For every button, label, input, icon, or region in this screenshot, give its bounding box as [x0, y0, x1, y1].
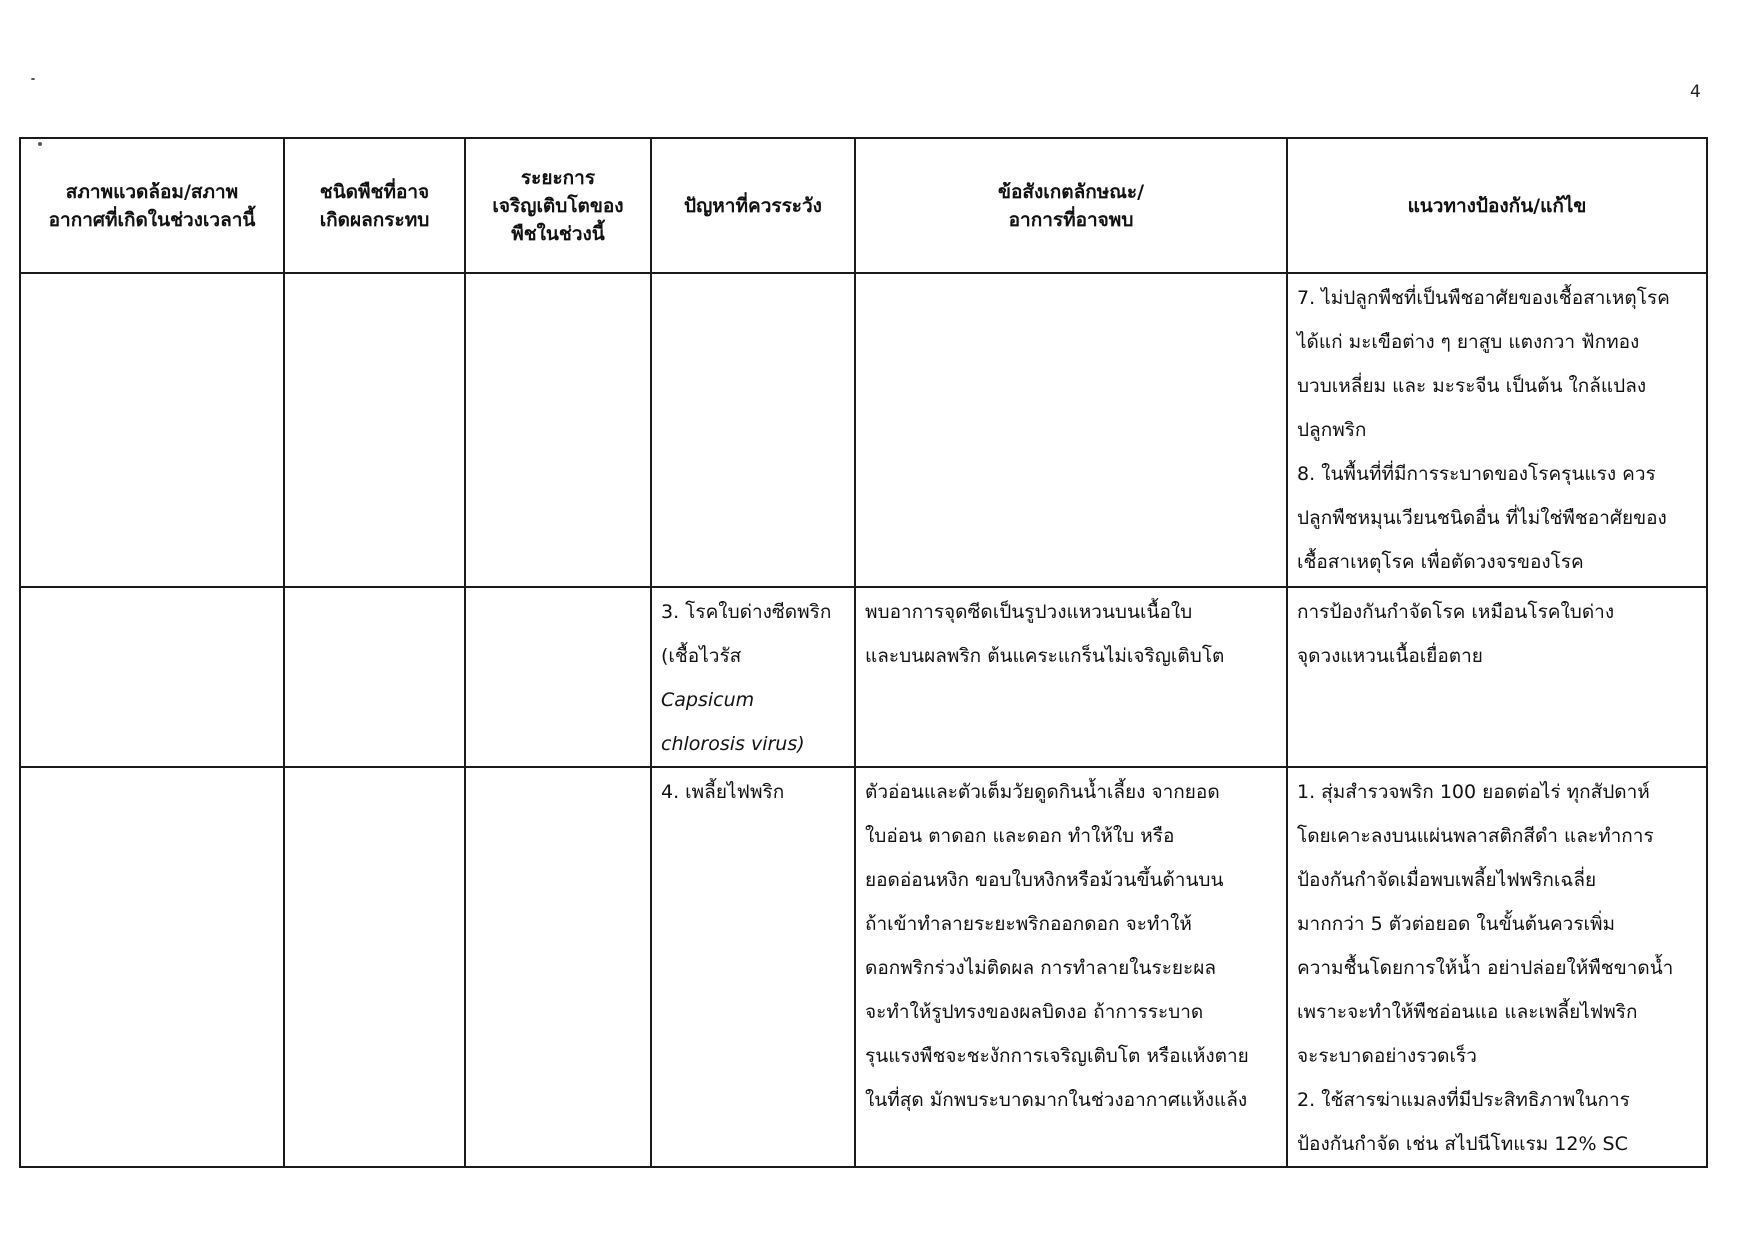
header-prevention: แนวทางป้องกัน/แก้ไข	[1287, 138, 1707, 273]
cell-problem: 3. โรคใบด่างซีดพริก (เชื้อไวรัส Capsicum chlorosis virus)	[651, 587, 855, 767]
scan-speck	[31, 78, 35, 80]
cell-growth-stage	[465, 587, 651, 767]
cell-environment	[20, 767, 284, 1167]
header-crop-type: ชนิดพืชที่อาจ เกิดผลกระทบ	[284, 138, 465, 273]
cell-growth-stage	[465, 767, 651, 1167]
cell-symptoms: พบอาการจุดซีดเป็นรูปวงแหวนบนเนื้อใบ และบนผลพริก ต้นแคระแกร็นไม่เจริญเติบโต	[855, 587, 1287, 767]
cell-prevention: 1. สุ่มสำรวจพริก 100 ยอดต่อไร่ ทุกสัปดาห์ โดยเคาะลงบนแผ่นพลาสติกสีดำ และทำการ ป้องกันกำจัดเมื่อพบเพลี้ยไฟพริกเฉลี่ย มากกว่า 5 ตัวต่อยอด ในขั้นต้นควรเพิ่ม ความชื้นโดยการให้น้ำ อย่าปล่อยให้พืชขาดน้ำ เพราะจะทำให้พืชอ่อนแอ และเพลี้ยไฟพริก จะระบาดอย่างรวดเร็ว 2. ใช้สารฆ่าแมลงที่มีประสิทธิภาพในการ ป้องกันกำจัด เช่น สไปนีโทแรม 12% SC	[1287, 767, 1707, 1167]
cell-crop-type	[284, 587, 465, 767]
cell-problem	[651, 273, 855, 587]
cell-prevention: การป้องกันกำจัดโรค เหมือนโรคใบด่าง จุดวงแหวนเนื้อเยื่อตาย	[1287, 587, 1707, 767]
table-header-row	[20, 138, 1707, 273]
cell-environment	[20, 273, 284, 587]
cell-symptoms: ตัวอ่อนและตัวเต็มวัยดูดกินน้ำเลี้ยง จากยอด ใบอ่อน ตาดอก และดอก ทำให้ใบ หรือ ยอดอ่อนหงิก ขอบใบหงิกหรือม้วนขึ้นด้านบน ถ้าเข้าทำลายระยะพริกออกดอก จะทำให้ ดอกพริกร่วงไม่ติดผล การทำลายในระยะผล จะทำให้รูปทรงของผลบิดงอ ถ้าการระบาด รุนแรงพืชจะชะงักการเจริญเติบโต หรือแห้งตาย ในที่สุด มักพบระบาดมากในช่วงอากาศแห้งแล้ง	[855, 767, 1287, 1167]
cell-prevention: 7. ไม่ปลูกพืชที่เป็นพืชอาศัยของเชื้อสาเหตุโรค ได้แก่ มะเขือต่าง ๆ ยาสูบ แตงกวา ฟักทอง บวบเหลี่ยม และ มะระจีน เป็นต้น ใกล้แปลง ปลูกพริก 8. ในพื้นที่ที่มีการระบาดของโรครุนแรง ควร ปลูกพืชหมุนเวียนชนิดอื่น ที่ไม่ใช่พืชอาศัยของ เชื้อสาเหตุโรค เพื่อตัดวงจรของโรค	[1287, 273, 1707, 587]
header-problem: ปัญหาที่ควรระวัง	[651, 138, 855, 273]
header-symptoms: ข้อสังเกตลักษณะ/ อาการที่อาจพบ	[855, 138, 1287, 273]
header-growth-stage: ระยะการ เจริญเติบโตของ พืชในช่วงนี้	[465, 138, 651, 273]
cell-crop-type	[284, 767, 465, 1167]
table-row	[20, 767, 1707, 1167]
cell-environment	[20, 587, 284, 767]
table-row	[20, 273, 1707, 587]
header-environment: สภาพแวดล้อม/สภาพ อากาศที่เกิดในช่วงเวลานี้	[20, 138, 284, 273]
cell-growth-stage	[465, 273, 651, 587]
cell-crop-type	[284, 273, 465, 587]
page-number: 4	[1690, 82, 1701, 102]
cell-problem: 4. เพลี้ยไฟพริก	[651, 767, 855, 1167]
cell-symptoms	[855, 273, 1287, 587]
crop-problem-table	[19, 137, 1708, 1168]
table-row	[20, 587, 1707, 767]
